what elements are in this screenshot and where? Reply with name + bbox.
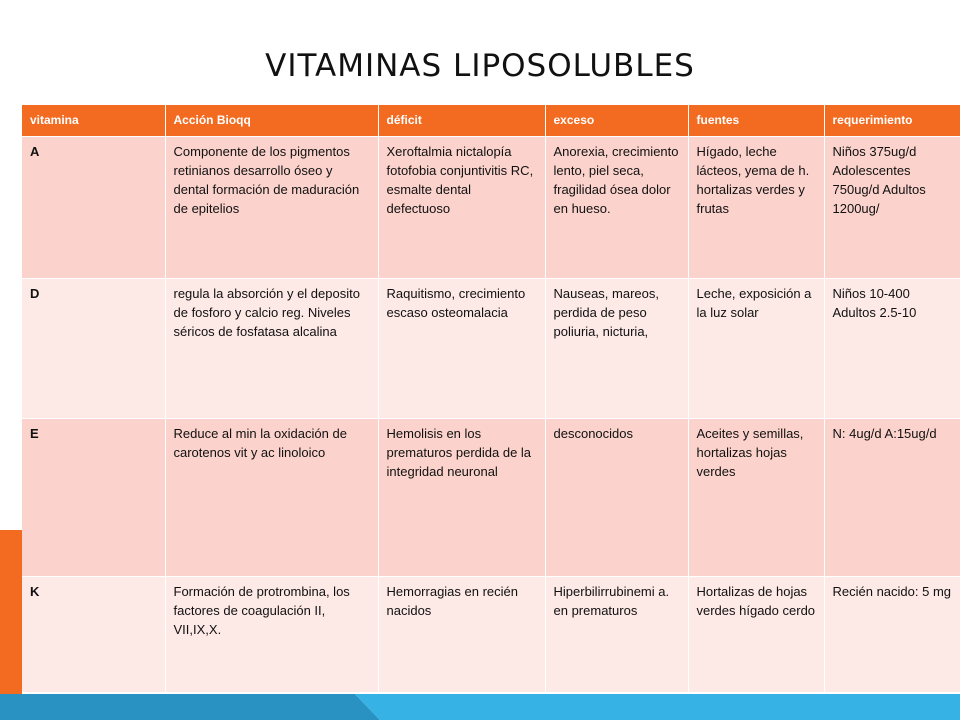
- page-title: VITAMINAS LIPOSOLUBLES: [265, 48, 695, 84]
- cell-deficit: Raquitismo, crecimiento escaso osteomalacia: [378, 279, 545, 419]
- header-vitamina: vitamina: [22, 105, 165, 137]
- cell-accion: Reduce al min la oxidación de carotenos vit y ac linoloico: [165, 419, 378, 577]
- cell-vitamina: D: [22, 279, 165, 419]
- cell-deficit: Hemolisis en los prematuros perdida de la integridad neuronal: [378, 419, 545, 577]
- cell-requerimiento: Recién nacido: 5 mg: [824, 577, 960, 693]
- cell-requerimiento: N: 4ug/d A:15ug/d: [824, 419, 960, 577]
- cell-exceso: desconocidos: [545, 419, 688, 577]
- header-accion: Acción Bioqq: [165, 105, 378, 137]
- left-accent-bar: [0, 530, 22, 694]
- table-row: [22, 419, 960, 577]
- bottom-band-light-segment: [355, 694, 960, 720]
- cell-fuentes: Hígado, leche lácteos, yema de h. hortalizas verdes y frutas: [688, 137, 824, 279]
- cell-accion: Formación de protrombina, los factores de coagulación II, VII,IX,X.: [165, 577, 378, 693]
- header-deficit: déficit: [378, 105, 545, 137]
- cell-fuentes: Leche, exposición a la luz solar: [688, 279, 824, 419]
- table-row: [22, 279, 960, 419]
- table-row: [22, 137, 960, 279]
- cell-vitamina: E: [22, 419, 165, 577]
- cell-deficit: Xeroftalmia nictalopía fotofobia conjuntivitis RC, esmalte dental defectuoso: [378, 137, 545, 279]
- cell-deficit: Hemorragias en recién nacidos: [378, 577, 545, 693]
- cell-requerimiento: Niños 10-400 Adultos 2.5-10: [824, 279, 960, 419]
- cell-fuentes: Hortalizas de hojas verdes hígado cerdo: [688, 577, 824, 693]
- cell-requerimiento: Niños 375ug/d Adolescentes 750ug/d Adultos 1200ug/: [824, 137, 960, 279]
- header-fuentes: fuentes: [688, 105, 824, 137]
- vitamins-table: [22, 105, 960, 692]
- cell-exceso: Anorexia, crecimiento lento, piel seca, fragilidad ósea dolor en hueso.: [545, 137, 688, 279]
- bottom-decoration-band: [0, 694, 960, 720]
- table-row: [22, 577, 960, 693]
- header-requerimiento: requerimiento: [824, 105, 960, 137]
- cell-vitamina: K: [22, 577, 165, 693]
- table-header-row: [22, 105, 960, 137]
- cell-accion: regula la absorción y el deposito de fosforo y calcio reg. Niveles séricos de fosfatasa alcalina: [165, 279, 378, 419]
- cell-exceso: Hiperbilirrubinemi a. en prematuros: [545, 577, 688, 693]
- cell-accion: Componente de los pigmentos retinianos desarrollo óseo y dental formación de maduración de epitelios: [165, 137, 378, 279]
- header-exceso: exceso: [545, 105, 688, 137]
- cell-fuentes: Aceites y semillas, hortalizas hojas verdes: [688, 419, 824, 577]
- cell-vitamina: A: [22, 137, 165, 279]
- cell-exceso: Nauseas, mareos, perdida de peso poliuria, nicturia,: [545, 279, 688, 419]
- bottom-band-dark-segment: [0, 694, 380, 720]
